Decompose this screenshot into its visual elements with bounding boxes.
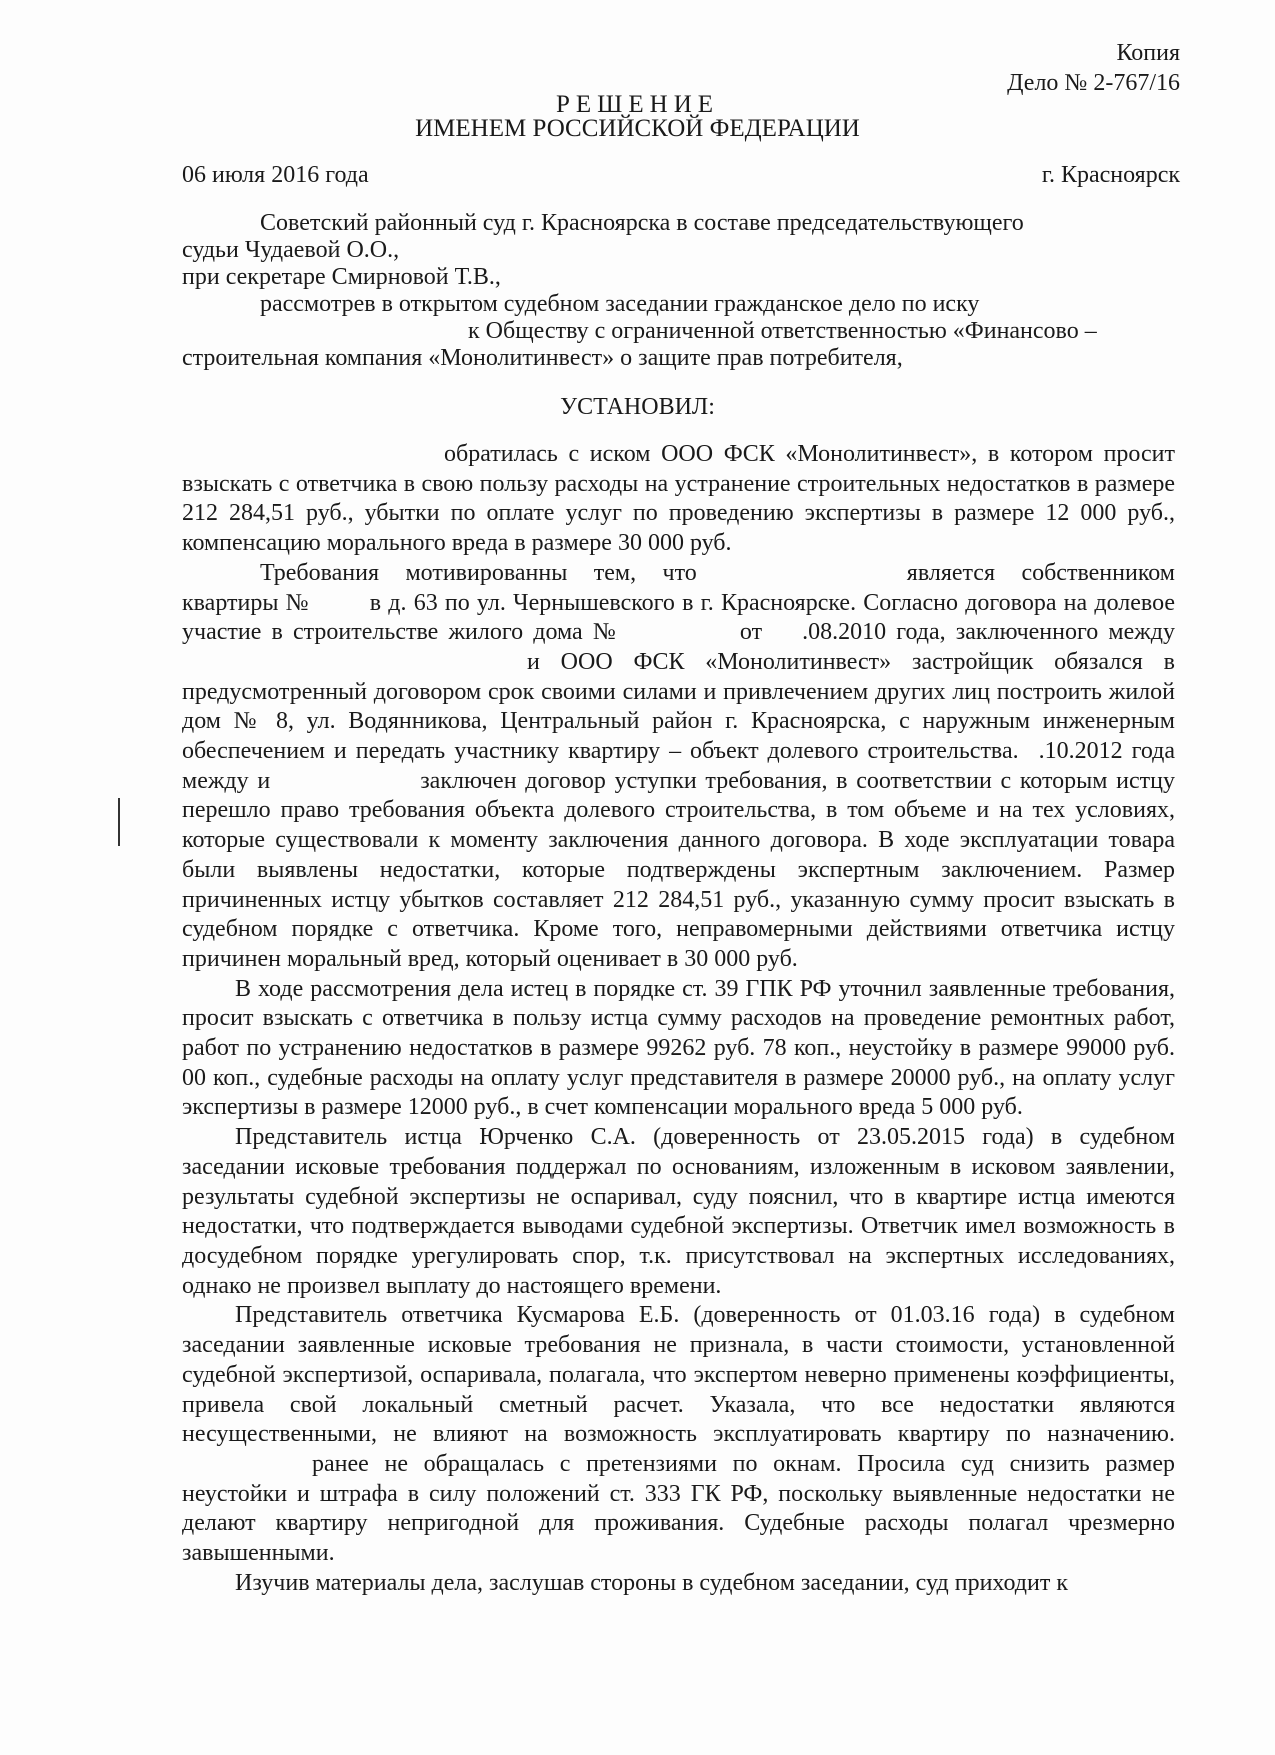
grounds-part-f: от <box>739 619 763 646</box>
intro-line-3: при секретаре Смирновой Т.В., <box>182 264 501 290</box>
intro-line-4: рассмотрев в открытом судебном заседании гражданское дело по иску <box>260 291 980 317</box>
intro-line-6: строительная компания «Монолитинвест» о защите прав потребителя, <box>182 345 903 371</box>
document-body <box>182 440 1175 1598</box>
paragraph-plaintiff-representative: Представитель истца Юрченко С.А. (доверенность от 23.05.2015 года) в судебном заседании исковые требования поддержал по основаниям, изложенным в исковом заявлении, результаты судебной экспертизы не оспаривал, суду пояснил, что в квартире истца имеются недостатки, что подтверждается выводами судебной экспертизы. Ответчик имел возможность в досудебном порядке урегулировать спор, т.к. присутствовал на экспертных исследованиях, однако не произвел выплату до настоящего времени. <box>182 1124 1175 1299</box>
grounds-part-e: долевое участие в строительстве жилого дома № <box>182 589 1176 646</box>
paragraph-defendant-representative <box>182 1301 1175 1568</box>
decision-date: 06 июля 2016 года <box>182 162 369 188</box>
grounds-part-m: заключен договор уступки требования, в соответствии с которым истцу перешло право требования объекта долевого строительства, в том объеме и на тех условиях, которые существовали к моменту заключения данного договора. В ходе эксплуатации товара были выявлены недостатки, которые подтверждены экспертным заключением. Размер причиненных истцу убытков составляет 212 284,51 руб., указанную сумму просит взыскать в судебном порядке с ответчика. Кроме того, неправомерными действиями ответчика истцу причинен моральный вред, который оценивает в 30 000 руб. <box>182 767 1176 972</box>
grounds-part-b: является собственником <box>906 559 1175 586</box>
grounds-part-a: Требования мотивированны тем, что <box>260 559 697 586</box>
defendant-part-b: ранее не обращалась с претензиями по окнам. Просила суд снизить размер неустойки и штрафа в силу положений ст. 333 ГК РФ, поскольку выявленные недостатки не делают квартиру непригодной для проживания. Судебные расходы полагал чрезмерно завышенными. <box>182 1450 1175 1567</box>
grounds-part-j: застройщик обязался в предусмотренный договором срок своими силами и привлечением других лиц построить жилой дом № 8, ул. Водянникова, Центральный район г. Красноярска, с наружным инженерным обеспечением и передать участнику квартиру – объект долевого строительства. <box>182 648 1176 765</box>
grounds-part-d: в д. 63 по ул. Чернышевского в г. Красноярске. Согласно договора на <box>369 589 1088 616</box>
paragraph-grounds <box>182 559 1175 975</box>
paragraph-claim: обратилась с иском ООО ФСК «Монолитинвест», в котором просит взыскать с ответчика в свою пользу расходы на устранение строительных недостатков в размере 212 284,51 руб., убытки по оплате услуг по проведению экспертизы в размере 12 000 руб., компенсацию морального вреда в размере 30 000 руб. <box>182 441 1175 557</box>
grounds-part-l: и <box>257 767 271 794</box>
established-heading: УСТАНОВИЛ: <box>560 394 715 420</box>
case-number: Дело № 2-767/16 <box>1007 70 1180 96</box>
grounds-part-k: .10.2012 года между <box>182 738 1176 794</box>
intro-line-5: к Обществу с ограниченной ответственностью «Финансово – <box>468 318 1097 344</box>
grounds-part-g: .08.2010 года, <box>802 619 946 646</box>
grounds-part-h: заключенного между <box>955 619 1176 646</box>
copy-label: Копия <box>1116 40 1180 66</box>
document-title: РЕШЕНИЕ <box>555 91 720 118</box>
grounds-part-i: и ООО ФСК «Монолитинвест» <box>527 648 892 675</box>
grounds-part-c: квартиры № <box>182 589 310 616</box>
document-subtitle: ИМЕНЕМ РОССИЙСКОЙ ФЕДЕРАЦИИ <box>415 115 860 142</box>
defendant-part-a: Представитель ответчика Кусмарова Е.Б. (доверенность от 01.03.16 года) в судебном заседании заявленные исковые требования не признала, в части стоимости, установленной судебной экспертизой, оспаривала, полагала, что экспертом неверно применены коэффициенты, привела свой локальный сметный расчет. Указала, что все недостатки являются несущественными, не влияют на возможность эксплуатировать квартиру по назначению. <box>182 1302 1175 1448</box>
paragraph-court-conclusion: Изучив материалы дела, заслушав стороны в судебном заседании, суд приходит к <box>235 1569 1069 1596</box>
decision-city: г. Красноярск <box>1041 162 1180 188</box>
scan-mark <box>118 798 120 846</box>
paragraph-clarified-claims: В ходе рассмотрения дела истец в порядке ст. 39 ГПК РФ уточнил заявленные требования, просит взыскать с ответчика в пользу истца сумму расходов на проведение ремонтных работ, работ по устранению недостатков в размере 99262 руб. 78 коп., неустойку в размере 99000 руб. 00 коп., судебные расходы на оплату услуг представителя в размере 20000 руб., на оплату услуг экспертизы в размере 12000 руб., в счет компенсации морального вреда 5 000 руб. <box>182 975 1175 1121</box>
intro-line-1: Советский районный суд г. Красноярска в составе председательствующего <box>260 210 1024 236</box>
intro-line-2: судьи Чудаевой О.О., <box>182 237 400 263</box>
